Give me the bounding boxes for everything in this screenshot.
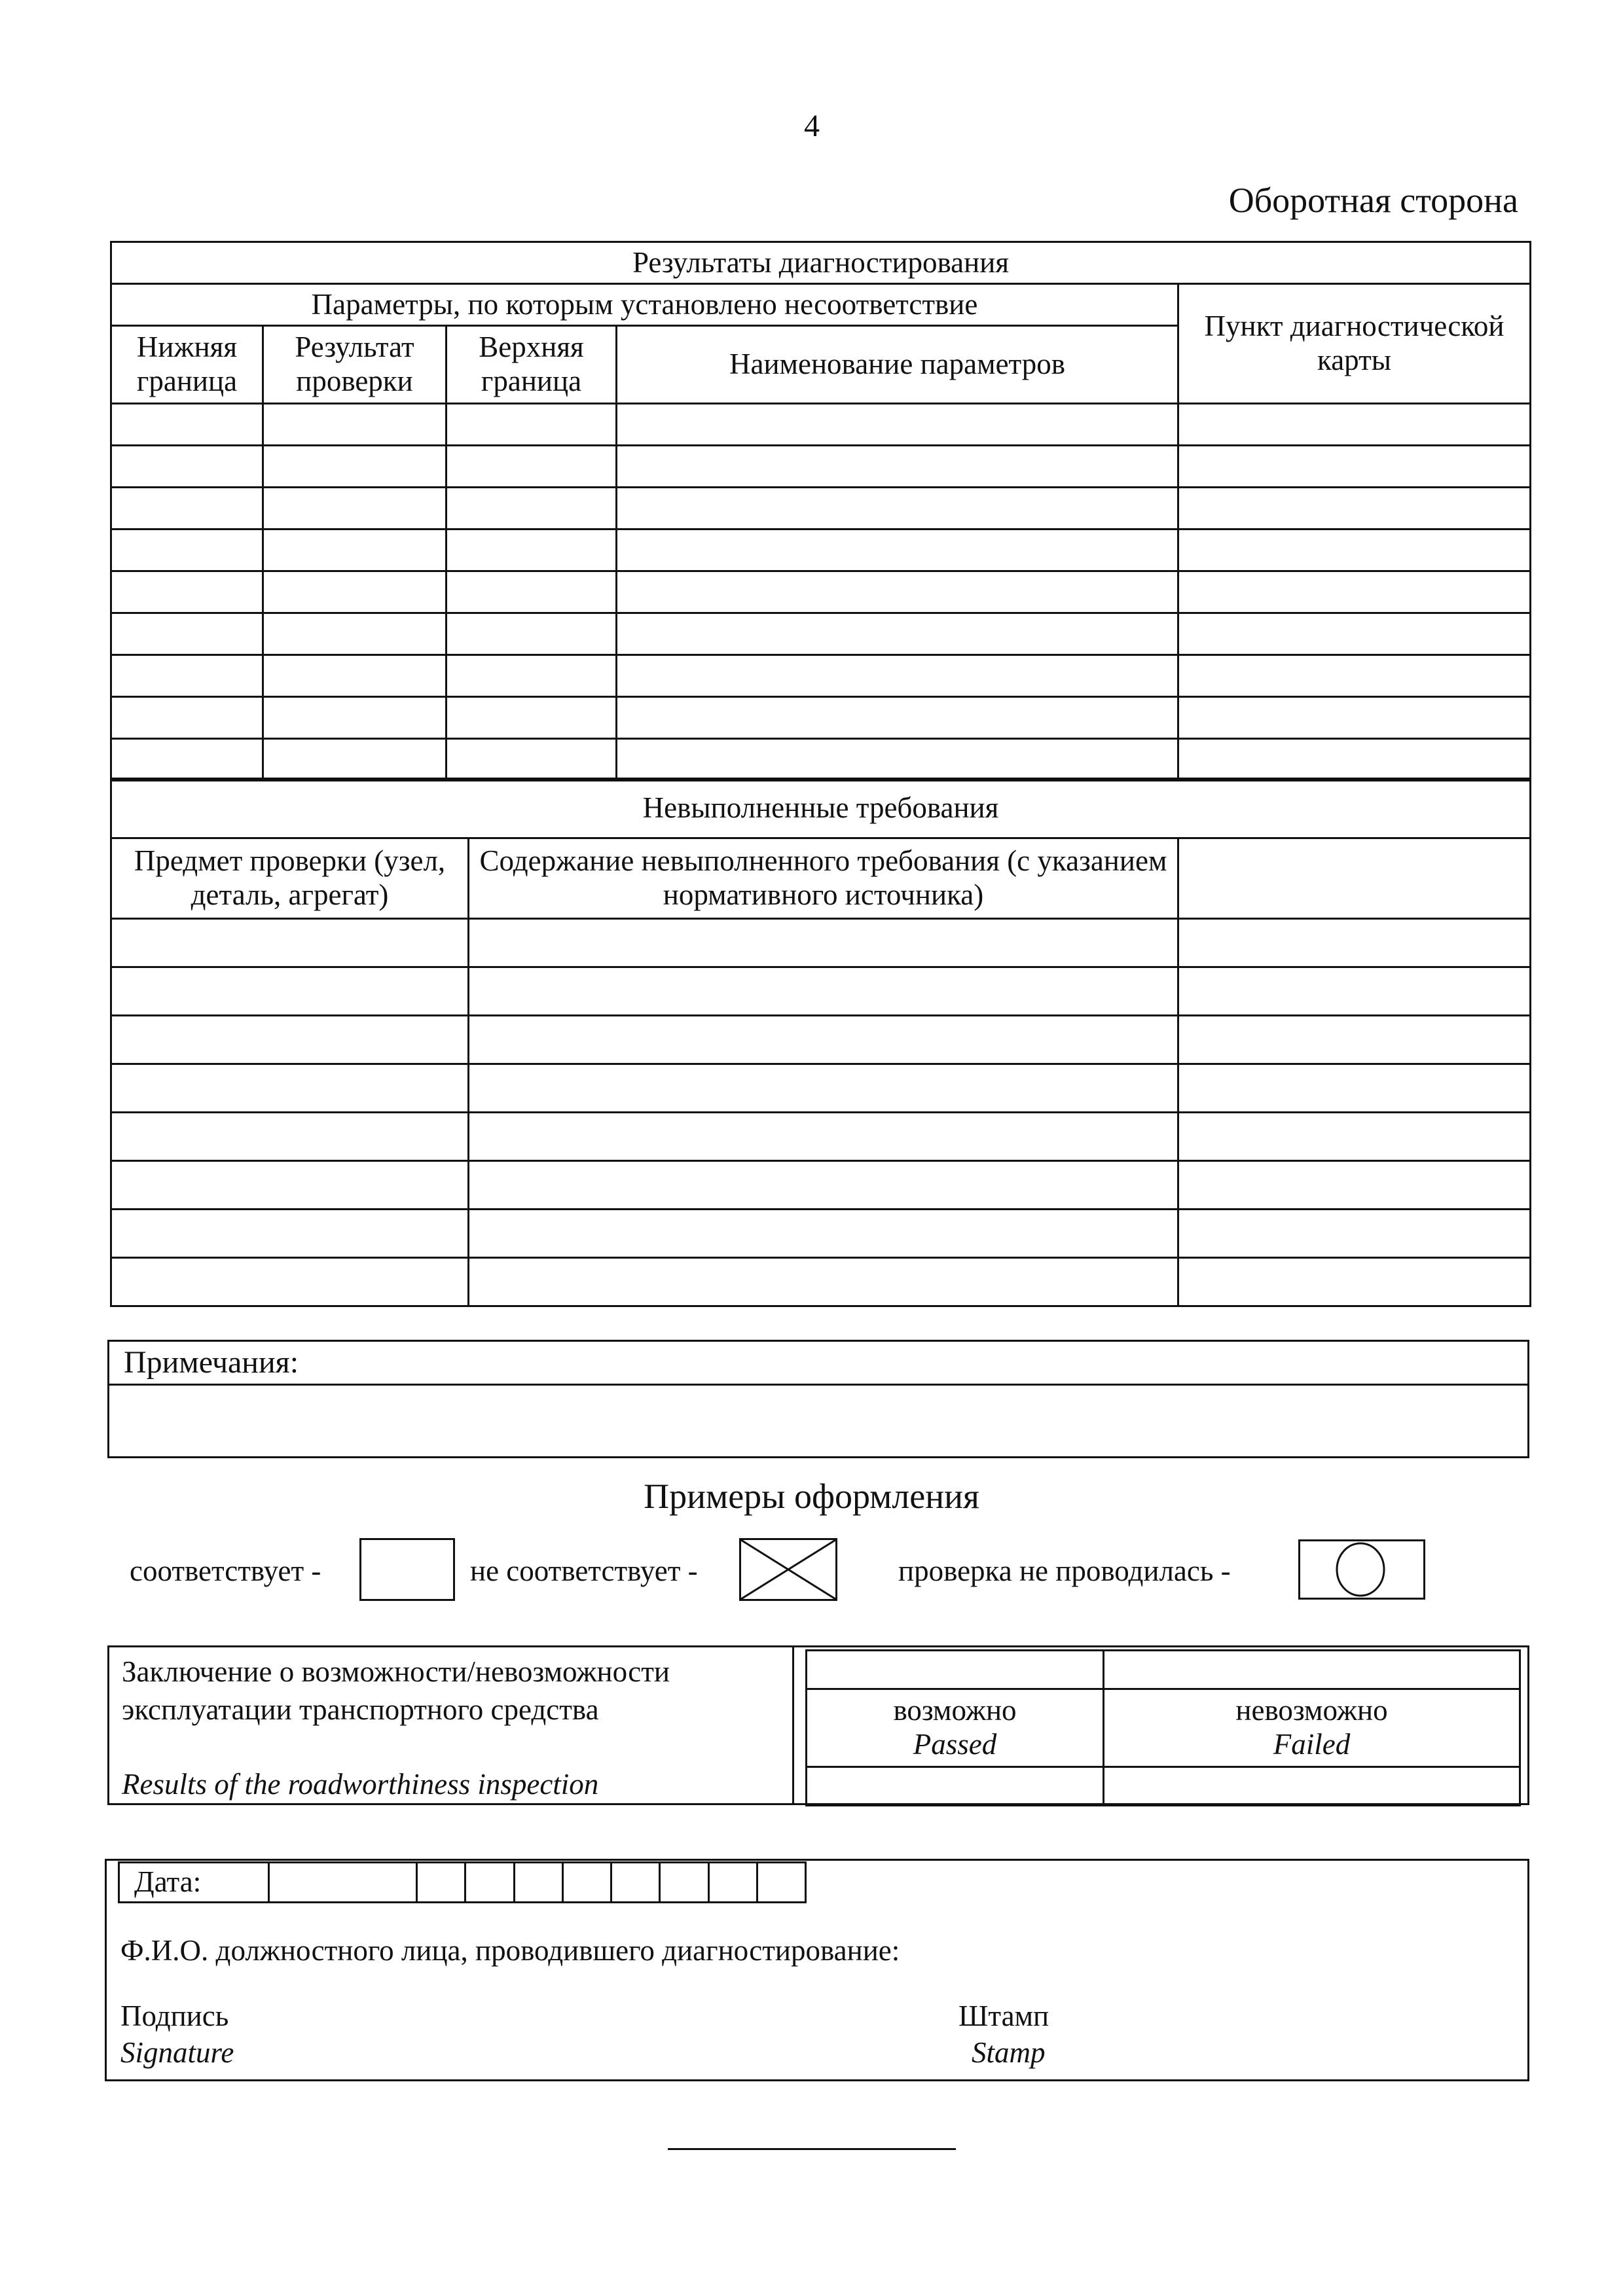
results-table <box>110 241 1531 781</box>
results-title-row <box>111 242 1531 284</box>
table-row <box>111 488 1531 529</box>
table-row <box>111 919 1531 967</box>
page-number: 4 <box>804 109 820 143</box>
table-row <box>111 571 1531 613</box>
params-title-row <box>111 284 1531 326</box>
table-row <box>111 739 1531 781</box>
examples-title: Примеры оформления <box>644 1477 979 1516</box>
date-cell[interactable] <box>465 1863 514 1903</box>
circle-mark-icon <box>1298 1539 1425 1600</box>
date-cell[interactable] <box>268 1863 417 1903</box>
official-label: Ф.И.О. должностного лица, проводившего диагностирование: <box>120 1934 900 1967</box>
date-cell[interactable] <box>611 1863 660 1903</box>
col-content: Содержание невыполненного требования (с указанием нормативного источника) <box>469 838 1178 919</box>
signature-label-en: Signature <box>120 2036 234 2069</box>
table-row <box>111 697 1531 739</box>
date-table <box>118 1861 807 1903</box>
date-cell[interactable] <box>514 1863 562 1903</box>
notes-table <box>107 1340 1529 1458</box>
failed-label: Failed <box>1273 1728 1351 1761</box>
conclusion-line2: эксплуатации транспортного средства <box>122 1693 599 1726</box>
col-lower: Нижняя граница <box>111 326 263 404</box>
table-row <box>111 1016 1531 1064</box>
side-label: Оборотная сторона <box>1228 181 1518 220</box>
results-title: Результаты диагностирования <box>111 242 1531 284</box>
conclusion-line1: Заключение о возможности/невозможности <box>122 1655 670 1688</box>
date-label: Дата: <box>119 1863 269 1903</box>
date-cell[interactable] <box>757 1863 805 1903</box>
table-row <box>111 655 1531 697</box>
example-not-conforms-label: не соответствует - <box>470 1554 698 1587</box>
date-cell[interactable] <box>708 1863 757 1903</box>
signature-label: Подпись <box>120 2000 229 2032</box>
possible-mark-field[interactable] <box>807 1767 1104 1806</box>
possible-label: возможно <box>893 1694 1017 1727</box>
date-cell[interactable] <box>562 1863 611 1903</box>
notes-field[interactable] <box>109 1385 1529 1458</box>
cross-mark-icon <box>739 1538 837 1601</box>
conclusion-divider <box>792 1645 794 1805</box>
impossible-cell <box>1104 1689 1520 1767</box>
unmet-requirements-table <box>110 778 1531 1307</box>
col-name: Наименование параметров <box>617 326 1178 404</box>
col-subject: Предмет проверки (узел, деталь, агрегат) <box>111 838 469 919</box>
col-upper: Верхняя граница <box>447 326 617 404</box>
example-conforms-label: соответствует - <box>130 1554 321 1587</box>
col-blank <box>1178 838 1531 919</box>
notes-label: Примечания: <box>109 1341 1529 1385</box>
params-title: Параметры, по которым установлено несоответствие <box>111 284 1178 326</box>
conclusion-table <box>805 1649 1521 1806</box>
table-row <box>111 967 1531 1016</box>
table-row <box>111 1113 1531 1161</box>
example-conforms-box <box>359 1538 455 1601</box>
stamp-label: Штамп <box>958 2000 1049 2032</box>
impossible-label: невозможно <box>1235 1694 1388 1727</box>
col-result: Результат проверки <box>263 326 447 404</box>
possible-cell <box>807 1689 1104 1767</box>
bottom-divider <box>668 2148 956 2150</box>
table-row <box>111 404 1531 446</box>
table-row <box>111 529 1531 571</box>
conclusion-english: Results of the roadworthiness inspection <box>122 1768 599 1801</box>
table-row <box>111 1064 1531 1113</box>
date-cell[interactable] <box>417 1863 465 1903</box>
stamp-label-en: Stamp <box>972 2036 1046 2069</box>
table-row <box>111 446 1531 488</box>
table-row <box>111 1210 1531 1258</box>
date-cell[interactable] <box>660 1863 708 1903</box>
impossible-mark-field[interactable] <box>1104 1767 1520 1806</box>
point-header: Пункт диагностической карты <box>1178 284 1531 404</box>
table-row <box>111 1161 1531 1210</box>
table-row <box>111 613 1531 655</box>
unmet-title: Невыполненные требования <box>111 779 1531 838</box>
example-not-checked-label: проверка не проводилась - <box>898 1554 1231 1587</box>
passed-label: Passed <box>913 1728 997 1761</box>
table-row <box>111 1258 1531 1306</box>
